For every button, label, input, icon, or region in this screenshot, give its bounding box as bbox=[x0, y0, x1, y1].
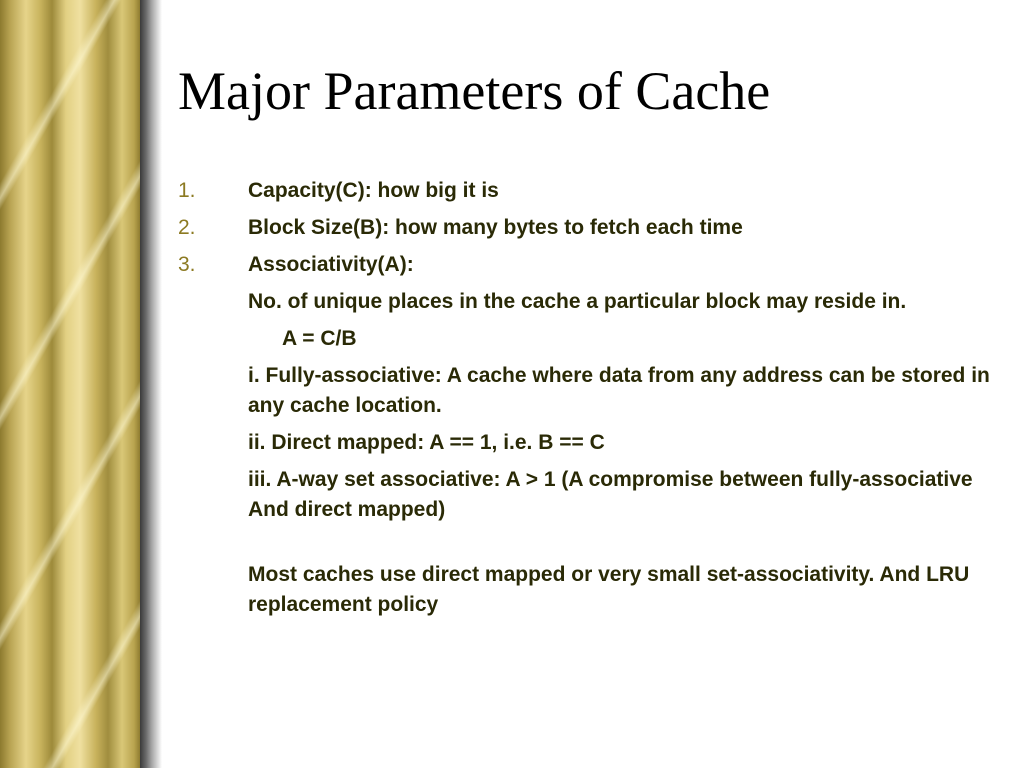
list-text: Capacity(C): how big it is bbox=[248, 179, 499, 202]
type-direct-mapped: ii. Direct mapped: A == 1, i.e. B == C bbox=[248, 431, 605, 454]
conclusion-text: Most caches use direct mapped or very small set-associativity. And LRU replacement policy bbox=[248, 563, 970, 616]
type-set-associative-row bbox=[178, 465, 998, 525]
list-text: Block Size(B): how many bytes to fetch each time bbox=[248, 216, 743, 239]
list-text: Associativity(A): bbox=[248, 253, 414, 276]
list-item-capacity bbox=[178, 176, 998, 206]
spacer bbox=[178, 532, 998, 560]
type-set-associative: iii. A-way set associative: A > 1 (A compromise between fully-associative And direct mapped) bbox=[248, 468, 973, 521]
type-fully-associative: i. Fully-associative: A cache where data from any address can be stored in any cache location. bbox=[248, 364, 990, 417]
list-item-associativity bbox=[178, 250, 998, 280]
decorative-column bbox=[0, 0, 140, 768]
associativity-definition-row bbox=[178, 287, 998, 317]
slide-body bbox=[178, 176, 998, 627]
list-number: 1. bbox=[178, 179, 196, 202]
slide-title: Major Parameters of Cache bbox=[178, 61, 771, 121]
list-item-block-size bbox=[178, 213, 998, 243]
associativity-definition: No. of unique places in the cache a particular block may reside in. bbox=[248, 290, 907, 313]
formula-row bbox=[178, 324, 998, 354]
associativity-formula: A = C/B bbox=[282, 327, 357, 350]
type-direct-mapped-row bbox=[178, 428, 998, 458]
conclusion-row bbox=[178, 560, 998, 620]
list-number: 3. bbox=[178, 253, 196, 276]
type-fully-associative-row bbox=[178, 361, 998, 421]
column-shadow bbox=[140, 0, 162, 768]
list-number: 2. bbox=[178, 216, 196, 239]
